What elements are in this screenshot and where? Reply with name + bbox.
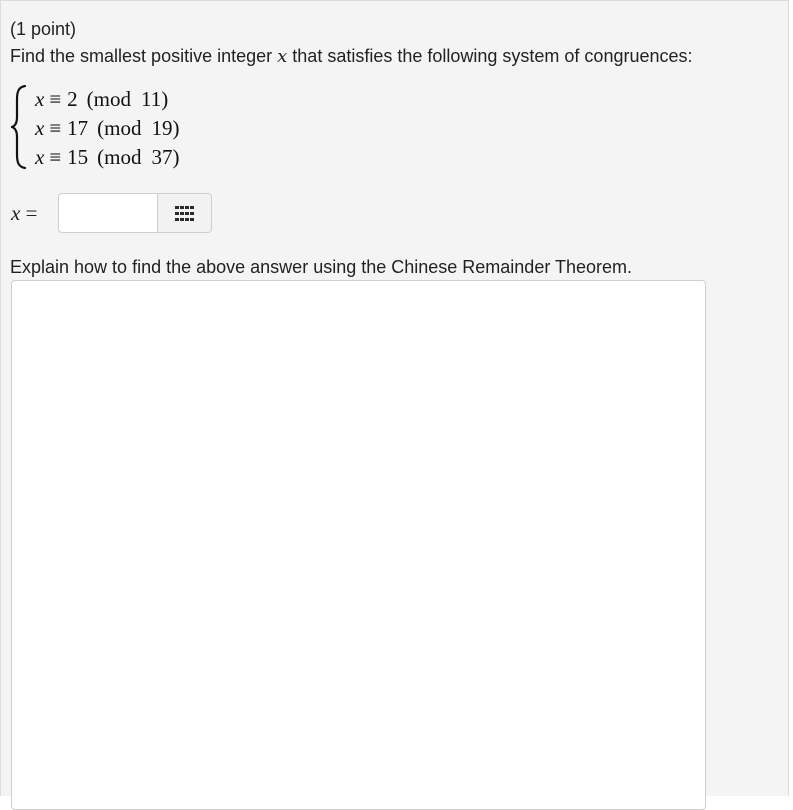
equation-relation: ≡ <box>49 145 62 169</box>
equation-residue: 2 <box>67 87 78 111</box>
congruence-equation <box>35 87 168 111</box>
equation-modulus: 19 <box>151 116 173 140</box>
equation-modulus: 11 <box>141 87 162 111</box>
congruence-equation <box>35 145 180 169</box>
equation-mod-word: mod <box>104 145 142 169</box>
answer-label <box>11 201 37 225</box>
equation-mod-open: ( <box>97 116 105 140</box>
equation-residue: 17 <box>67 116 89 140</box>
equation-residue: 15 <box>67 145 89 169</box>
explanation-prompt: Explain how to find the above answer using the Chinese Remainder Theorem. <box>10 257 633 277</box>
equation-mod-word: mod <box>104 116 142 140</box>
explanation-textarea[interactable] <box>11 280 706 810</box>
equation-mod-close: ) <box>161 87 169 111</box>
question-text <box>10 45 693 68</box>
equation-relation: ≡ <box>49 87 62 111</box>
equation-mod-close: ) <box>172 145 180 169</box>
equation-variable: x <box>35 145 45 169</box>
grid-icon <box>175 206 195 221</box>
question-variable: x <box>277 46 288 67</box>
equation-modulus: 37 <box>151 145 173 169</box>
equation-palette-button[interactable] <box>157 193 212 233</box>
congruence-equation <box>35 116 180 140</box>
congruence-system <box>11 83 251 173</box>
equation-mod-open: ( <box>97 145 105 169</box>
equation-mod-open: ( <box>86 87 94 111</box>
equation-variable: x <box>35 116 45 140</box>
answer-label-variable: x <box>11 201 21 225</box>
points-label: (1 point) <box>10 19 77 39</box>
left-brace-icon <box>11 85 27 169</box>
answer-input[interactable] <box>58 193 158 233</box>
question-text-after: that satisfies the following system of congruences: <box>287 46 693 66</box>
answer-label-equals: = <box>25 201 38 225</box>
equation-relation: ≡ <box>49 116 62 140</box>
equation-variable: x <box>35 87 45 111</box>
equation-mod-close: ) <box>172 116 180 140</box>
equation-mod-word: mod <box>93 87 132 111</box>
question-text-before: Find the smallest positive integer <box>10 46 278 66</box>
